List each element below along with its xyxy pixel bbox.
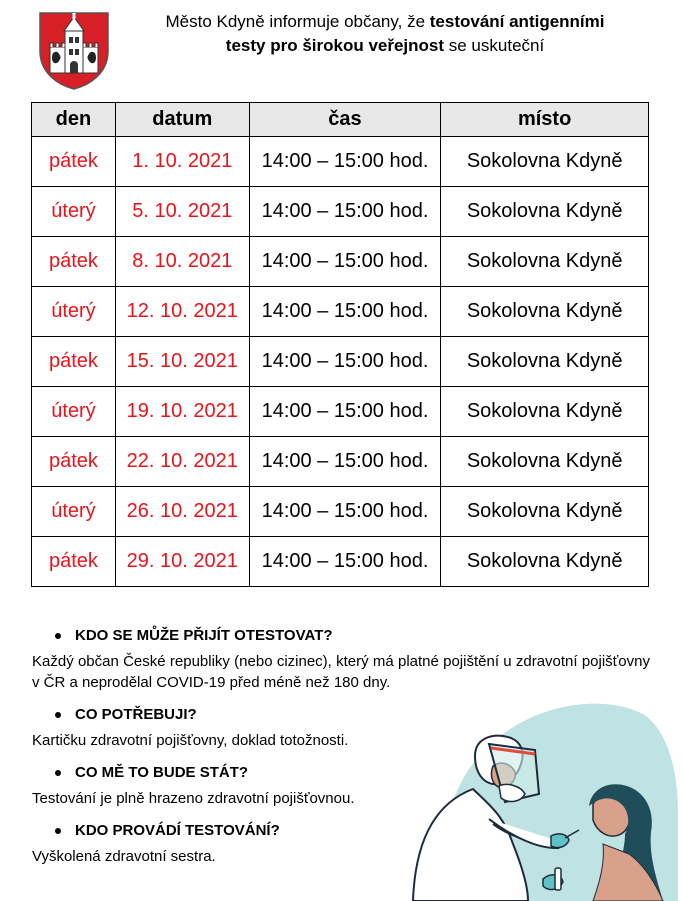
place-cell: Sokolovna Kdyně xyxy=(441,487,649,537)
bullet-icon xyxy=(55,633,61,639)
table-row xyxy=(32,137,649,187)
time-cell: 14:00 – 15:00 hod. xyxy=(249,487,441,537)
announcement-header xyxy=(120,10,650,58)
table-row xyxy=(32,187,649,237)
date-cell: 8. 10. 2021 xyxy=(115,237,249,287)
table-row xyxy=(32,287,649,337)
day-cell: pátek xyxy=(32,237,116,287)
faq-question: CO MĚ TO BUDE STÁT? xyxy=(32,761,650,785)
table-header-row xyxy=(32,103,649,137)
place-cell: Sokolovna Kdyně xyxy=(441,237,649,287)
place-cell: Sokolovna Kdyně xyxy=(441,437,649,487)
faq-answer: Vyškolená zdravotní sestra. xyxy=(32,848,216,865)
time-cell: 14:00 – 15:00 hod. xyxy=(249,137,441,187)
place-cell: Sokolovna Kdyně xyxy=(441,537,649,587)
table-row xyxy=(32,337,649,387)
day-cell: úterý xyxy=(32,287,116,337)
place-cell: Sokolovna Kdyně xyxy=(441,337,649,387)
date-cell: 22. 10. 2021 xyxy=(115,437,249,487)
day-cell: úterý xyxy=(32,487,116,537)
time-cell: 14:00 – 15:00 hod. xyxy=(249,187,441,237)
day-cell: úterý xyxy=(32,187,116,237)
table-row xyxy=(32,487,649,537)
date-cell: 5. 10. 2021 xyxy=(115,187,249,237)
bullet-icon xyxy=(55,712,61,718)
header-line-1: Město Kdyně informuje občany, že testování antigenními xyxy=(165,12,605,31)
faq-answer: Testování je plně hrazeno zdravotní pojišťovnou. xyxy=(32,790,355,807)
table-row xyxy=(32,437,649,487)
table-row xyxy=(32,387,649,437)
day-cell: pátek xyxy=(32,537,116,587)
date-cell: 19. 10. 2021 xyxy=(115,387,249,437)
date-cell: 15. 10. 2021 xyxy=(115,337,249,387)
faq-answer: Kartičku zdravotní pojišťovny, doklad totožnosti. xyxy=(32,732,349,749)
header-line-2: testy pro širokou veřejnost se uskuteční xyxy=(225,36,545,55)
date-cell: 26. 10. 2021 xyxy=(115,487,249,537)
faq-question: KDO PROVÁDÍ TESTOVÁNÍ? xyxy=(32,819,650,843)
testing-schedule-table xyxy=(31,102,649,587)
date-cell: 12. 10. 2021 xyxy=(115,287,249,337)
bullet-icon xyxy=(55,770,61,776)
faq-question: CO POTŘEBUJI? xyxy=(32,703,650,727)
coat-of-arms-logo xyxy=(38,11,110,91)
faq-question: KDO SE MŮŽE PŘIJÍT OTESTOVAT? xyxy=(32,624,650,648)
column-header-time: čas xyxy=(249,103,441,137)
date-cell: 29. 10. 2021 xyxy=(115,537,249,587)
place-cell: Sokolovna Kdyně xyxy=(441,187,649,237)
day-cell: úterý xyxy=(32,387,116,437)
place-cell: Sokolovna Kdyně xyxy=(441,137,649,187)
faq-answer: Každý občan České republiky (nebo cizinec), který má platné pojištění u zdravotní pojišťovny v ČR a neprodělal COVID-19 před méně než 180 dny. xyxy=(32,653,650,691)
bullet-icon xyxy=(55,828,61,834)
day-cell: pátek xyxy=(32,437,116,487)
table-row xyxy=(32,537,649,587)
time-cell: 14:00 – 15:00 hod. xyxy=(249,337,441,387)
column-header-place: místo xyxy=(441,103,649,137)
day-cell: pátek xyxy=(32,337,116,387)
table-row xyxy=(32,237,649,287)
date-cell: 1. 10. 2021 xyxy=(115,137,249,187)
time-cell: 14:00 – 15:00 hod. xyxy=(249,537,441,587)
time-cell: 14:00 – 15:00 hod. xyxy=(249,237,441,287)
time-cell: 14:00 – 15:00 hod. xyxy=(249,437,441,487)
place-cell: Sokolovna Kdyně xyxy=(441,387,649,437)
day-cell: pátek xyxy=(32,137,116,187)
time-cell: 14:00 – 15:00 hod. xyxy=(249,287,441,337)
place-cell: Sokolovna Kdyně xyxy=(441,287,649,337)
column-header-date: datum xyxy=(115,103,249,137)
nurse-swab-test-illustration xyxy=(393,694,678,901)
column-header-day: den xyxy=(32,103,116,137)
time-cell: 14:00 – 15:00 hod. xyxy=(249,387,441,437)
